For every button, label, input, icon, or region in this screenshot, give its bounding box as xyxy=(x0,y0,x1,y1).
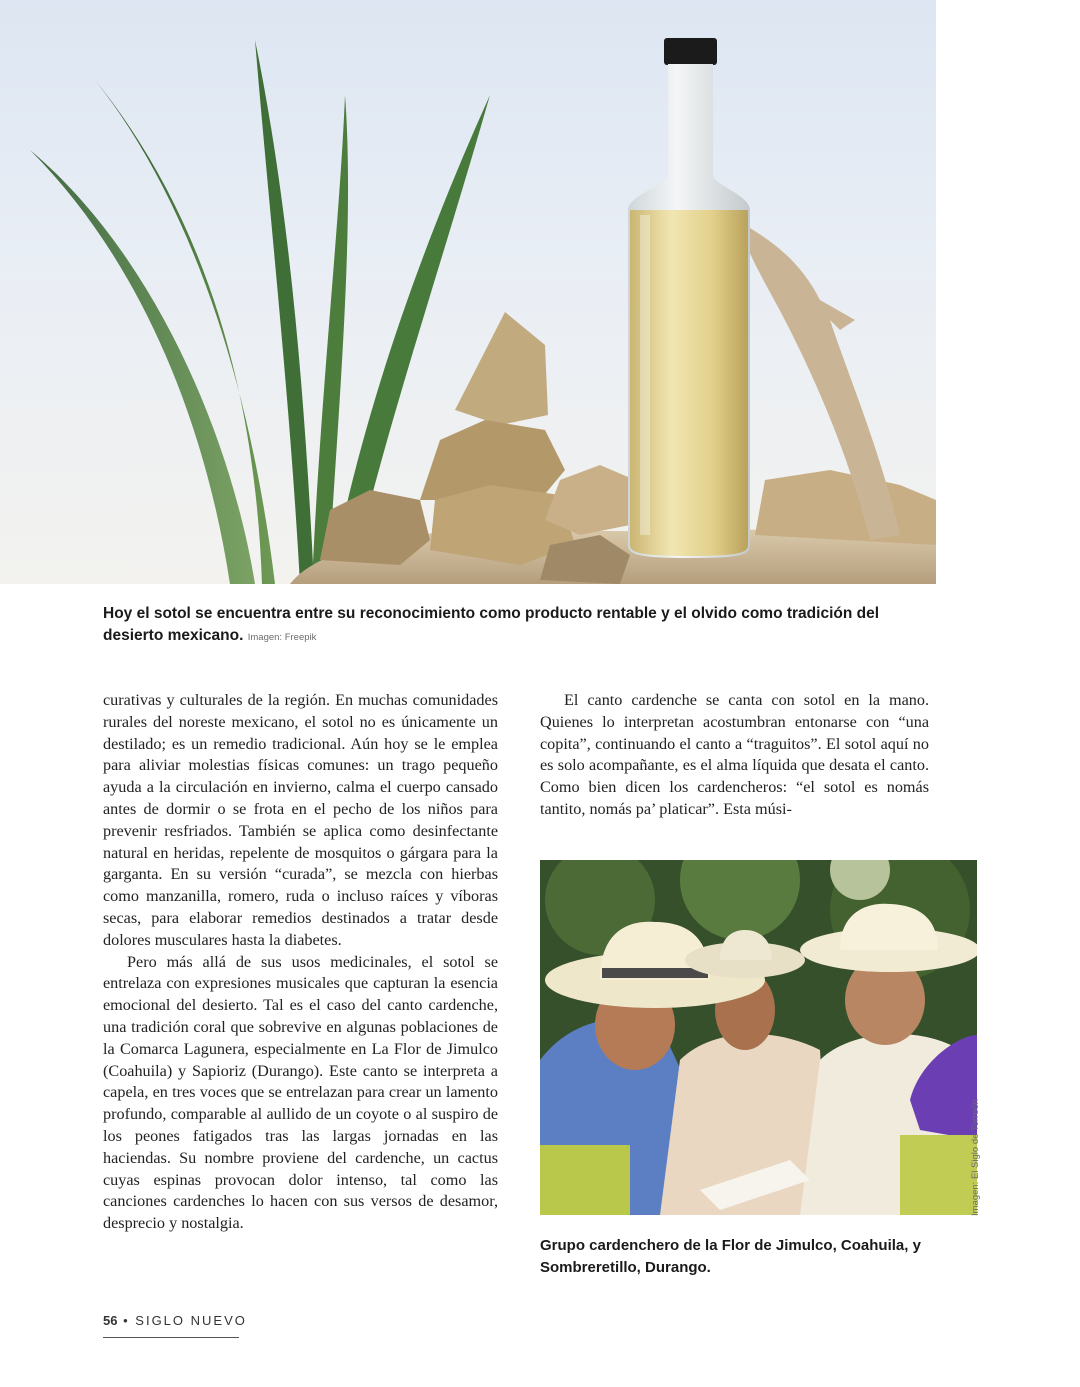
folio-underline xyxy=(103,1337,239,1338)
left-paragraph-2: Pero más allá de sus usos medicinales, el sotol se entrelaza con expresiones musicales que capturan la esencia emocional del desierto. Tal es el caso del canto cardenche, una tradición coral que sobrevive en algunas poblaciones de la Comarca Lagunera, especialmente en La Flor de Jimulco (Coahuila) y Sapioriz (Durango). Este canto se interpreta a capela, en tres voces que se entrelazan para crear un lamento profundo, comparable al aullido de un coyote o al suspiro de los peones fatigados tras las largas jornadas en las haciendas. Su nombre proviene del cardenche, un cactus cuyas espinas provocan dolor intenso, tal como las canciones cardenches lo hacen con sus versos de desamor, desprecio y nostalgia. xyxy=(103,952,498,1233)
folio-separator: • xyxy=(123,1313,130,1328)
right-paragraph-1: El canto cardenche se canta con sotol en la mano. Quienes lo interpretan acostumbran entonarse con “una copita”, continuando el canto a “traguitos”. El sotol aquí no es solo acompañante, es el alma líquida que desata el canto. Como bien dicen los cardencheros: “el sotol es nomás tantito, nomás pa’ platicar”. Esta músi- xyxy=(540,691,929,818)
photo2-caption: Grupo cardenchero de la Flor de Jimulco, Coahuila, y Sombreretillo, Durango. xyxy=(540,1237,921,1276)
photo-cardenche-singers xyxy=(540,860,977,1215)
hero-photo-sotol-bottle xyxy=(0,0,936,584)
left-text-column xyxy=(103,690,498,1235)
hero-image-credit: Imagen: Freepik xyxy=(247,632,317,643)
singers-illustration xyxy=(540,860,977,1215)
photo2-credit: Imagen: El Siglo de Torreón xyxy=(970,1098,981,1216)
magazine-name: SIGLO NUEVO xyxy=(135,1313,247,1328)
hero-caption xyxy=(103,603,933,649)
page-folio xyxy=(103,1313,247,1328)
left-paragraph-1: curativas y culturales de la región. En muchas comunidades rurales del noreste mexicano, el sotol no es únicamente un destilado; es un remedio tradicional. Aún hoy se le emplea para aliviar molestias físicas comunes: un trago pequeño ayuda a la circulación en invierno, calma el cuerpo cansado antes de dormir o se frota en el pecho de los niños para prevenir resfriados. También se aplica como desinfectante natural en heridas, repelente de mosquitos o gárgara para la garganta. En su versión “curada”, se mezcla con hierbas como manzanilla, romero, ruda o incluso raíces y víboras secas, para elaborar remedios destinados a tratar desde dolores musculares hasta la diabetes. xyxy=(103,691,498,949)
hero-illustration xyxy=(0,0,936,584)
right-text-column xyxy=(540,690,929,821)
page-number: 56 xyxy=(103,1313,118,1328)
hero-caption-text: Hoy el sotol se encuentra entre su reconocimiento como producto rentable y el olvido como tradición del desierto mexicano. xyxy=(103,605,880,644)
